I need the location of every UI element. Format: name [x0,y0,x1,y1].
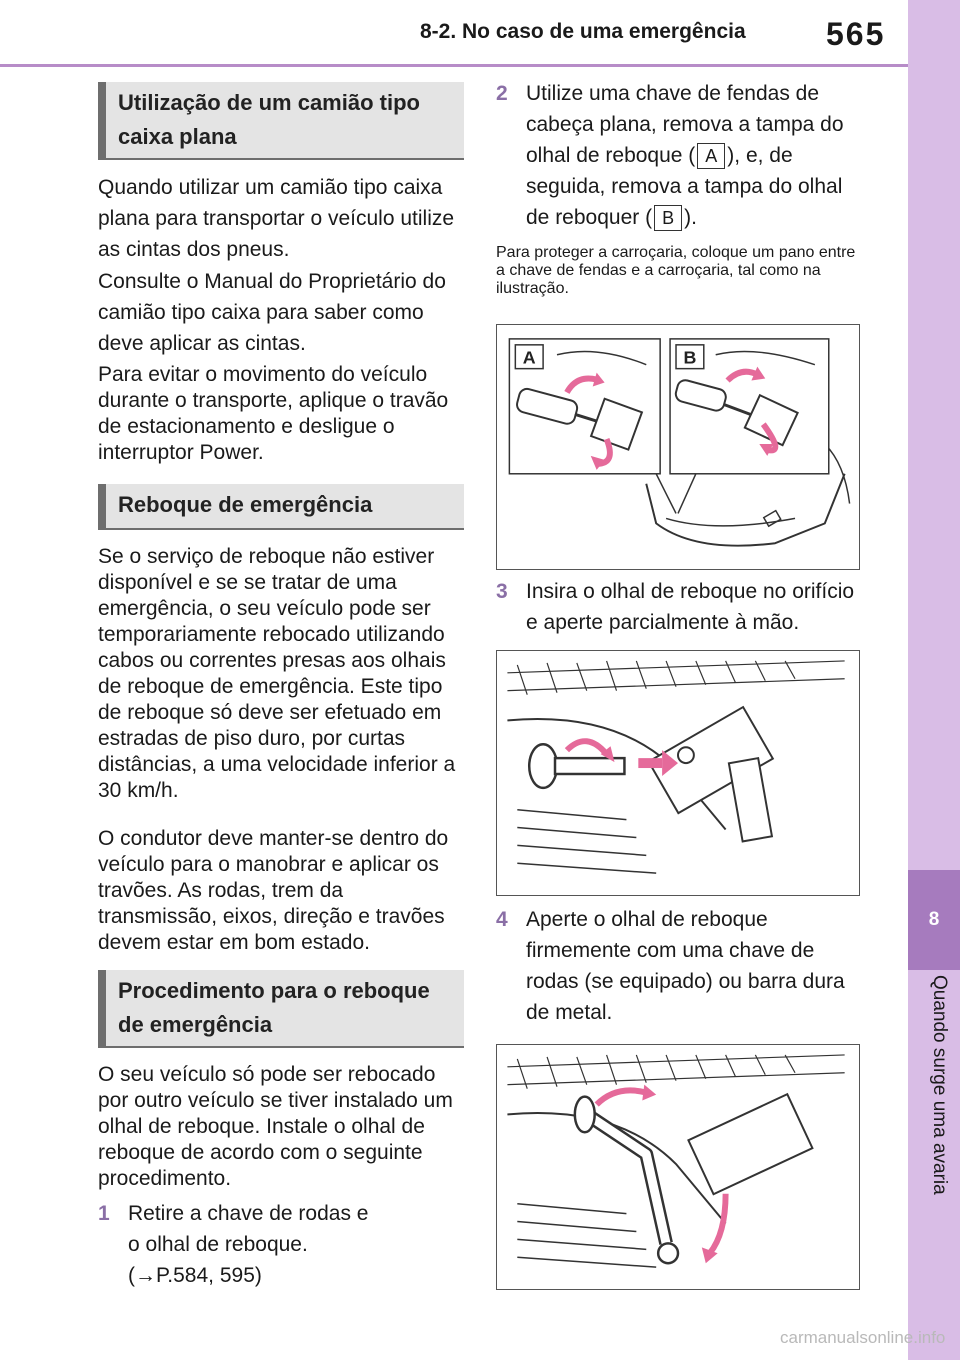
step-2 [496,78,862,238]
note-protect-body: Para proteger a carroçaria, coloque um pano entre a chave de fendas e a carroçaria, tal como na ilustração. [496,244,856,297]
step-number: 1 [98,1202,110,1225]
figure-label-b: B [683,347,697,368]
header-rule [0,64,908,67]
step-text: Retire a chave de rodas e o olhal de reboque. (→P.584, 595) [128,1202,369,1287]
chapter-title: Quando surge uma avaria [929,975,950,1195]
chapter-side-tab [908,0,960,1360]
paragraph-emergency-towing-2: O condutor deve manter-se dentro do veículo para o manobrar e aplicar os travões. As rodas, trem da transmissão, eixos, direção e travões devem estar em bom estado. [98,827,449,954]
step-text: Aperte o olhal de reboque firmemente com uma chave de rodas (se equipado) ou barra dura de metal. [526,908,845,1024]
section-heading: 8-2. No caso de uma emergência [420,20,746,43]
step-3 [496,576,862,646]
section-title-towing-procedure: Procedimento para o reboque de emergência [98,970,464,1048]
paragraph-emergency-towing-1: Se o serviço de reboque não estiver disponível e se se tratar de uma emergência, o seu veículo pode ser temporariamente rebocado utilizando cabos ou correntes presas aos olhais de reboque de emergência. Este tipo de reboque só deve ser efetuado em estradas de piso duro, por curtas distâncias, a uma velocidade inferior a 30 km/h. [98,545,456,802]
illustration-remove-covers [496,324,860,570]
step-4 [496,904,862,1034]
step-number: 3 [496,580,508,603]
section-title-emergency-towing: Reboque de emergência [98,484,464,530]
figure-label-a: A [522,347,536,368]
illustration-tighten-eyelet-svg [497,1045,859,1289]
label-b-box: B [654,205,682,231]
step-1 [98,1198,464,1298]
page-number: 565 [826,16,886,52]
step-text [526,78,846,233]
watermark: carmanualsonline.info [780,1328,946,1347]
illustration-insert-eyelet [496,650,860,896]
illustration-tighten-eyelet [496,1044,860,1290]
step-text-part: ). [684,206,697,229]
section-title-flatbed: Utilização de um camião tipo caixa plana [98,82,464,160]
paragraph-flatbed-2: Consulte o Manual do Proprietário do camião tipo caixa para saber como deve aplicar as cintas. [98,270,446,355]
paragraph-flatbed-1: Quando utilizar um camião tipo caixa plana para transportar o veículo utilize as cintas dos pneus. [98,176,455,261]
paragraph-flatbed-3: Para evitar o movimento do veículo durante o transporte, aplique o travão de estacionamento e desligue o interruptor Power. [98,363,449,464]
illustration-insert-eyelet-svg [497,651,859,895]
illustration-remove-covers-svg [497,325,859,569]
chapter-number: 8 [908,870,960,970]
step-number: 4 [496,908,508,931]
step-number: 2 [496,82,508,105]
label-a-box: A [697,143,725,169]
paragraph-towing-procedure: O seu veículo só pode ser rebocado por outro veículo se tiver instalado um olhal de reboque. Instale o olhal de reboque de acordo com o seguinte procedimento. [98,1063,453,1190]
step-text-part: Utilize uma chave de fendas de cabeça plana, remova a tampa do olhal de reboque ( [526,82,844,167]
step-text: Insira o olhal de reboque no orifício e aperte parcialmente à mão. [526,580,855,634]
step-text-part: ), e, de seguida, remova a tampa do olhal de reboquer ( [526,144,843,229]
